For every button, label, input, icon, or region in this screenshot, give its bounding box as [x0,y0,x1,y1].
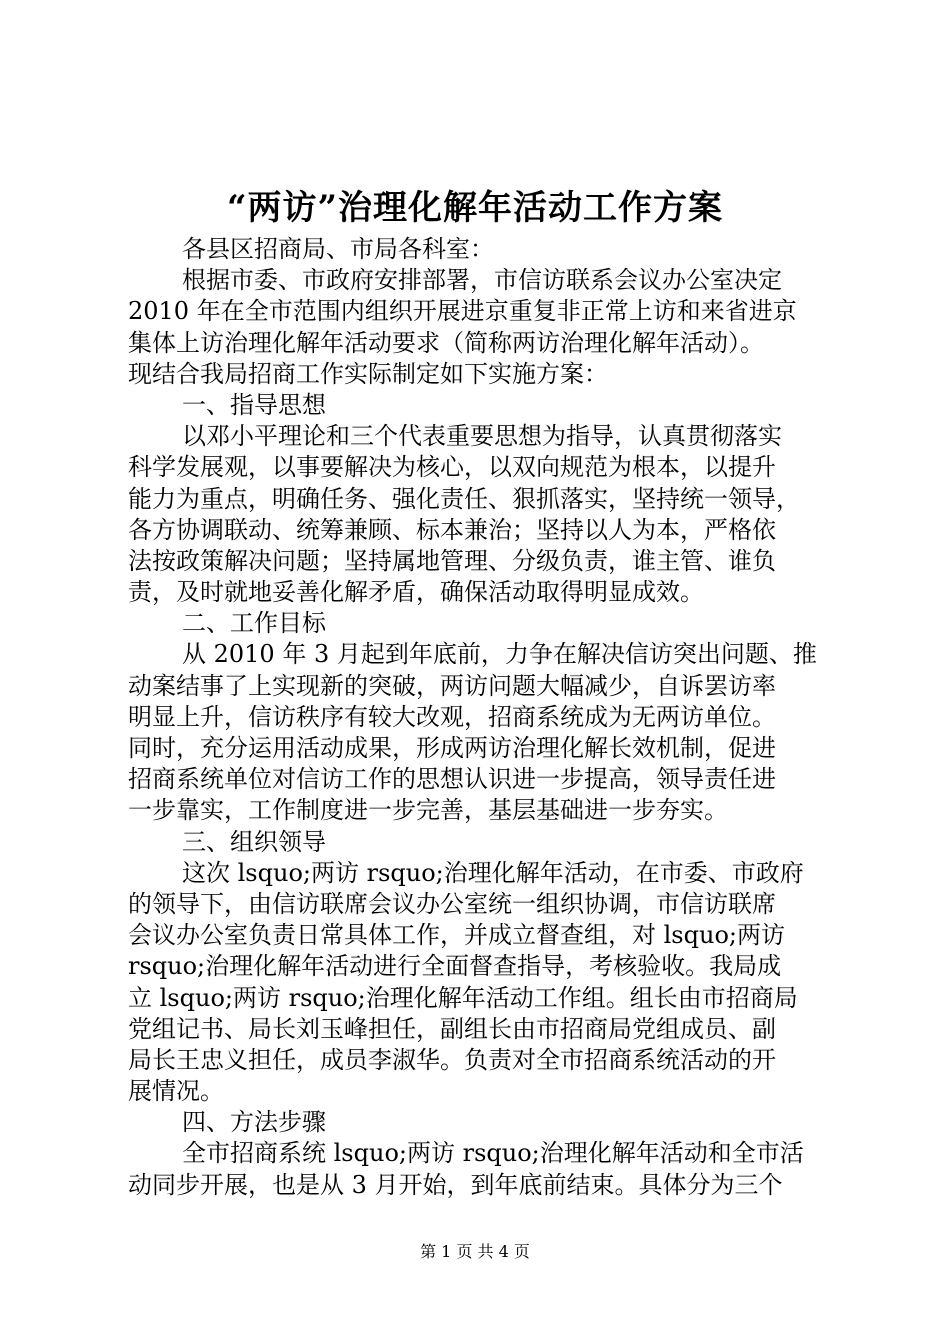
text-line: 各县区招商局、市局各科室： [182,235,494,263]
text-line: 立 lsquo;两访 rsquo;治理化解年活动工作组。组长由市招商局 [128,983,798,1012]
text-line: 动同步开展，也是从 3 月开始，到年底前结束。具体分为三个 [128,1170,783,1199]
text-line: 局长王忠义担任，成员李淑华。负责对全市招商系统活动的开 [128,1045,776,1074]
text-line: 全市招商系统 lsquo;两访 rsquo;治理化解年活动和全市活 [182,1139,804,1168]
text-line: 一步靠实，工作制度进一步完善，基层基础进一步夯实。 [128,796,728,825]
text-line: 四、方法步骤 [182,1108,326,1137]
text-line: 的领导下，由信访联席会议办公室统一组织协调，市信访联席 [128,889,776,918]
text-line: 展情况。 [128,1077,224,1106]
text-line: 会议办公室负责日常具体工作，并成立督查组，对 lsquo;两访 [128,921,785,950]
text-line: 从 2010 年 3 月起到年底前，力争在解决信访突出问题、推 [182,640,817,669]
page-footer: 第 1 页 共 4 页 [420,1242,530,1261]
text-line: 一、指导思想 [182,390,326,419]
text-line: 科学发展观，以事要解决为核心，以双向规范为根本，以提升 [128,453,776,482]
text-line: 这次 lsquo;两访 rsquo;治理化解年活动，在市委、市政府 [182,858,804,887]
text-line: 现结合我局招商工作实际制定如下实施方案： [128,359,608,388]
text-line: 能力为重点，明确任务、强化责任、狠抓落实，坚持统一领导， [128,484,800,513]
document-title: “两访”治理化解年活动工作方案 [226,188,724,228]
text-line: 招商系统单位对信访工作的思想认识进一步提高，领导责任进 [128,765,776,794]
text-line: 以邓小平理论和三个代表重要思想为指导，认真贯彻落实 [182,422,782,451]
text-line: 法按政策解决问题；坚持属地管理、分级负责，谁主管、谁负 [128,546,776,575]
text-line: 三、组织领导 [182,827,326,856]
text-line: 党组记书、局长刘玉峰担任，副组长由市招商局党组成员、副 [128,1014,776,1043]
text-line: 二、工作目标 [182,609,326,638]
text-line: 根据市委、市政府安排部署，市信访联系会议办公室决定 [182,266,782,295]
text-line: 责，及时就地妥善化解矛盾，确保活动取得明显成效。 [128,578,704,607]
document-body [128,234,840,1201]
text-line: 明显上升，信访秩序有较大改观，招商系统成为无两访单位。 [128,702,776,731]
text-line: rsquo;治理化解年活动进行全面督查指导，考核验收。我局成 [128,952,782,981]
text-line: 同时，充分运用活动成果，形成两访治理化解长效机制，促进 [128,734,776,762]
text-line: 各方协调联动、统筹兼顾、标本兼治；坚持以人为本，严格依 [128,515,776,544]
text-line: 2010 年在全市范围内组织开展进京重复非正常上访和来省进京 [128,297,797,326]
text-line: 集体上访治理化解年活动要求（简称两访治理化解年活动）。 [128,328,764,357]
text-line: 动案结事了上实现新的突破，两访问题大幅减少，自诉罢访率 [128,671,776,700]
